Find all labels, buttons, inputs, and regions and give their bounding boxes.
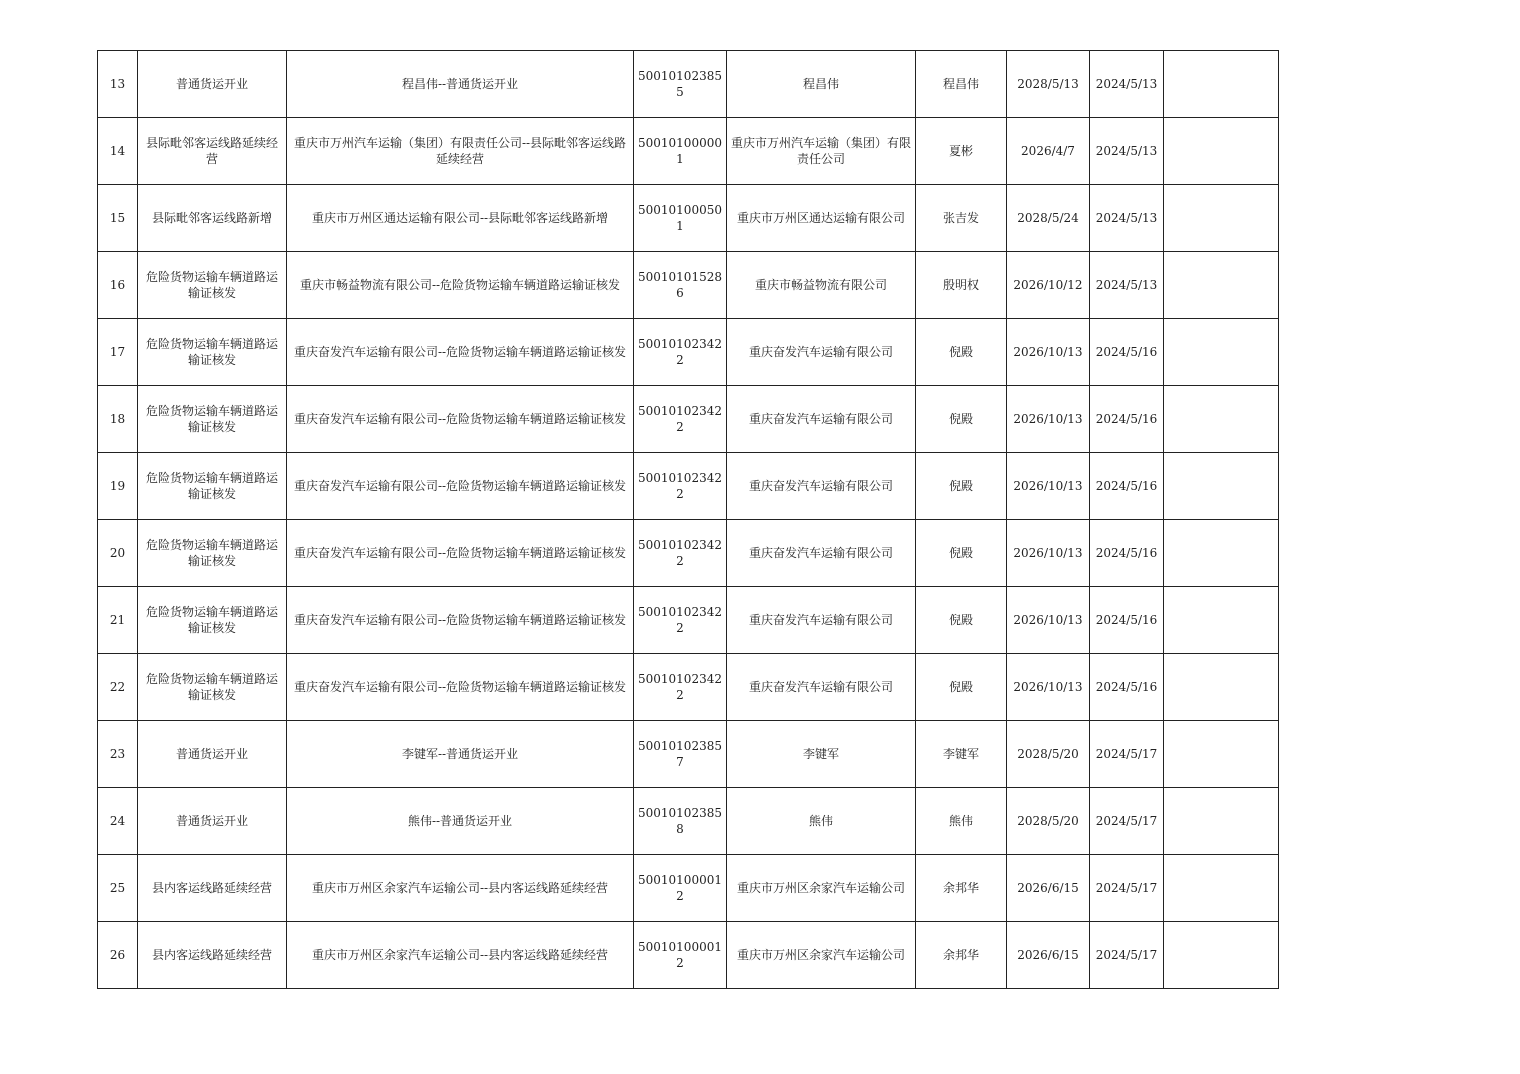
person-cell: 余邦华 [916, 855, 1007, 922]
table-row [98, 252, 1279, 319]
expiry-date-cell: 2026/10/13 [1007, 386, 1090, 453]
unit-name-cell: 重庆奋发汽车运输有限公司 [727, 520, 916, 587]
code-cell: 500101000012 [634, 922, 727, 989]
license-table [97, 50, 1279, 989]
unit-name-cell: 重庆奋发汽车运输有限公司 [727, 453, 916, 520]
unit-name-cell: 重庆市万州区余家汽车运输公司 [727, 855, 916, 922]
category-cell: 普通货运开业 [138, 721, 287, 788]
item-name-cell: 重庆市万州区通达运输有限公司--县际毗邻客运线路新增 [287, 185, 634, 252]
row-number: 15 [98, 185, 138, 252]
expiry-date-cell: 2028/5/20 [1007, 721, 1090, 788]
table-row [98, 587, 1279, 654]
remark-cell [1164, 855, 1279, 922]
row-number: 19 [98, 453, 138, 520]
item-name-cell: 重庆市万州区余家汽车运输公司--县内客运线路延续经营 [287, 922, 634, 989]
item-name-cell: 李键军--普通货运开业 [287, 721, 634, 788]
person-cell: 倪殿 [916, 453, 1007, 520]
row-number: 16 [98, 252, 138, 319]
unit-name-cell: 重庆奋发汽车运输有限公司 [727, 386, 916, 453]
item-name-cell: 重庆市万州汽车运输（集团）有限责任公司--县际毗邻客运线路延续经营 [287, 118, 634, 185]
decision-date-cell: 2024/5/17 [1090, 922, 1164, 989]
decision-date-cell: 2024/5/17 [1090, 721, 1164, 788]
decision-date-cell: 2024/5/16 [1090, 520, 1164, 587]
row-number: 22 [98, 654, 138, 721]
table-row [98, 51, 1279, 118]
category-cell: 危险货物运输车辆道路运输证核发 [138, 386, 287, 453]
item-name-cell: 重庆市万州区余家汽车运输公司--县内客运线路延续经营 [287, 855, 634, 922]
remark-cell [1164, 252, 1279, 319]
person-cell: 余邦华 [916, 922, 1007, 989]
item-name-cell: 重庆奋发汽车运输有限公司--危险货物运输车辆道路运输证核发 [287, 319, 634, 386]
code-cell: 500101023422 [634, 453, 727, 520]
table-body [98, 51, 1279, 989]
person-cell: 倪殿 [916, 386, 1007, 453]
table-row [98, 185, 1279, 252]
item-name-cell: 重庆奋发汽车运输有限公司--危险货物运输车辆道路运输证核发 [287, 453, 634, 520]
table-row [98, 319, 1279, 386]
decision-date-cell: 2024/5/13 [1090, 252, 1164, 319]
unit-name-cell: 李键军 [727, 721, 916, 788]
expiry-date-cell: 2026/10/13 [1007, 587, 1090, 654]
decision-date-cell: 2024/5/16 [1090, 386, 1164, 453]
category-cell: 普通货运开业 [138, 51, 287, 118]
remark-cell [1164, 51, 1279, 118]
table-row [98, 520, 1279, 587]
item-name-cell: 重庆市畅益物流有限公司--危险货物运输车辆道路运输证核发 [287, 252, 634, 319]
decision-date-cell: 2024/5/16 [1090, 453, 1164, 520]
remark-cell [1164, 520, 1279, 587]
person-cell: 倪殿 [916, 587, 1007, 654]
code-cell: 500101023858 [634, 788, 727, 855]
table-row [98, 855, 1279, 922]
person-cell: 殷明权 [916, 252, 1007, 319]
remark-cell [1164, 185, 1279, 252]
table-row [98, 922, 1279, 989]
row-number: 20 [98, 520, 138, 587]
row-number: 13 [98, 51, 138, 118]
item-name-cell: 程昌伟--普通货运开业 [287, 51, 634, 118]
person-cell: 倪殿 [916, 520, 1007, 587]
unit-name-cell: 重庆市畅益物流有限公司 [727, 252, 916, 319]
remark-cell [1164, 319, 1279, 386]
unit-name-cell: 重庆市万州汽车运输（集团）有限责任公司 [727, 118, 916, 185]
decision-date-cell: 2024/5/17 [1090, 788, 1164, 855]
expiry-date-cell: 2026/10/13 [1007, 654, 1090, 721]
category-cell: 危险货物运输车辆道路运输证核发 [138, 252, 287, 319]
table-row [98, 721, 1279, 788]
person-cell: 张吉发 [916, 185, 1007, 252]
unit-name-cell: 重庆奋发汽车运输有限公司 [727, 587, 916, 654]
row-number: 26 [98, 922, 138, 989]
unit-name-cell: 重庆奋发汽车运输有限公司 [727, 654, 916, 721]
unit-name-cell: 熊伟 [727, 788, 916, 855]
decision-date-cell: 2024/5/13 [1090, 51, 1164, 118]
person-cell: 程昌伟 [916, 51, 1007, 118]
category-cell: 县际毗邻客运线路新增 [138, 185, 287, 252]
row-number: 14 [98, 118, 138, 185]
table-row [98, 788, 1279, 855]
expiry-date-cell: 2026/6/15 [1007, 855, 1090, 922]
person-cell: 熊伟 [916, 788, 1007, 855]
row-number: 24 [98, 788, 138, 855]
item-name-cell: 重庆奋发汽车运输有限公司--危险货物运输车辆道路运输证核发 [287, 654, 634, 721]
code-cell: 500101023422 [634, 319, 727, 386]
unit-name-cell: 重庆奋发汽车运输有限公司 [727, 319, 916, 386]
row-number: 17 [98, 319, 138, 386]
category-cell: 县际毗邻客运线路延续经营 [138, 118, 287, 185]
remark-cell [1164, 587, 1279, 654]
category-cell: 危险货物运输车辆道路运输证核发 [138, 520, 287, 587]
table-row [98, 118, 1279, 185]
code-cell: 500101015286 [634, 252, 727, 319]
person-cell: 李键军 [916, 721, 1007, 788]
decision-date-cell: 2024/5/13 [1090, 185, 1164, 252]
expiry-date-cell: 2026/6/15 [1007, 922, 1090, 989]
expiry-date-cell: 2026/10/13 [1007, 319, 1090, 386]
expiry-date-cell: 2026/10/12 [1007, 252, 1090, 319]
code-cell: 500101000501 [634, 185, 727, 252]
remark-cell [1164, 118, 1279, 185]
remark-cell [1164, 654, 1279, 721]
item-name-cell: 重庆奋发汽车运输有限公司--危险货物运输车辆道路运输证核发 [287, 386, 634, 453]
table-row [98, 453, 1279, 520]
category-cell: 危险货物运输车辆道路运输证核发 [138, 319, 287, 386]
row-number: 25 [98, 855, 138, 922]
expiry-date-cell: 2026/10/13 [1007, 453, 1090, 520]
code-cell: 500101023422 [634, 587, 727, 654]
remark-cell [1164, 922, 1279, 989]
unit-name-cell: 重庆市万州区通达运输有限公司 [727, 185, 916, 252]
category-cell: 危险货物运输车辆道路运输证核发 [138, 654, 287, 721]
item-name-cell: 重庆奋发汽车运输有限公司--危险货物运输车辆道路运输证核发 [287, 587, 634, 654]
decision-date-cell: 2024/5/16 [1090, 319, 1164, 386]
item-name-cell: 重庆奋发汽车运输有限公司--危险货物运输车辆道路运输证核发 [287, 520, 634, 587]
expiry-date-cell: 2026/10/13 [1007, 520, 1090, 587]
code-cell: 500101023422 [634, 520, 727, 587]
table-row [98, 654, 1279, 721]
code-cell: 500101023855 [634, 51, 727, 118]
unit-name-cell: 程昌伟 [727, 51, 916, 118]
remark-cell [1164, 453, 1279, 520]
decision-date-cell: 2024/5/16 [1090, 654, 1164, 721]
person-cell: 倪殿 [916, 319, 1007, 386]
code-cell: 500101023857 [634, 721, 727, 788]
unit-name-cell: 重庆市万州区余家汽车运输公司 [727, 922, 916, 989]
row-number: 18 [98, 386, 138, 453]
category-cell: 普通货运开业 [138, 788, 287, 855]
person-cell: 夏彬 [916, 118, 1007, 185]
expiry-date-cell: 2028/5/13 [1007, 51, 1090, 118]
category-cell: 危险货物运输车辆道路运输证核发 [138, 587, 287, 654]
person-cell: 倪殿 [916, 654, 1007, 721]
table-row [98, 386, 1279, 453]
code-cell: 500101023422 [634, 654, 727, 721]
remark-cell [1164, 721, 1279, 788]
code-cell: 500101000001 [634, 118, 727, 185]
row-number: 21 [98, 587, 138, 654]
item-name-cell: 熊伟--普通货运开业 [287, 788, 634, 855]
expiry-date-cell: 2028/5/24 [1007, 185, 1090, 252]
expiry-date-cell: 2028/5/20 [1007, 788, 1090, 855]
decision-date-cell: 2024/5/17 [1090, 855, 1164, 922]
row-number: 23 [98, 721, 138, 788]
decision-date-cell: 2024/5/16 [1090, 587, 1164, 654]
decision-date-cell: 2024/5/13 [1090, 118, 1164, 185]
expiry-date-cell: 2026/4/7 [1007, 118, 1090, 185]
code-cell: 500101023422 [634, 386, 727, 453]
remark-cell [1164, 386, 1279, 453]
code-cell: 500101000012 [634, 855, 727, 922]
category-cell: 县内客运线路延续经营 [138, 855, 287, 922]
remark-cell [1164, 788, 1279, 855]
category-cell: 县内客运线路延续经营 [138, 922, 287, 989]
category-cell: 危险货物运输车辆道路运输证核发 [138, 453, 287, 520]
